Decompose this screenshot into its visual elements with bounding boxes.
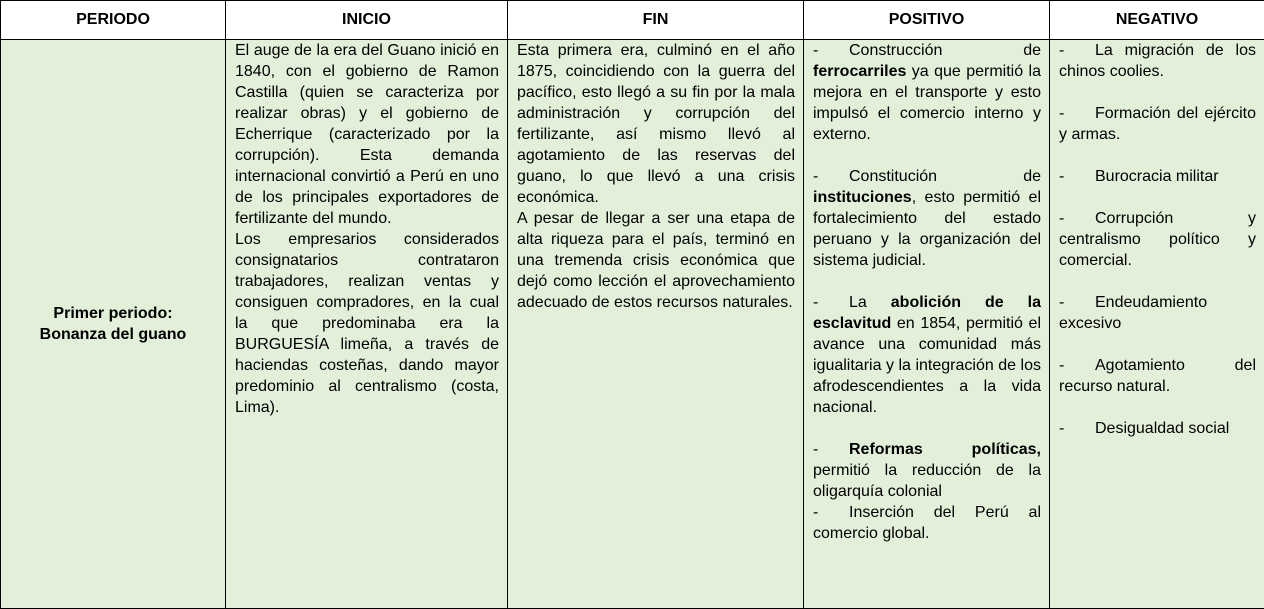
inicio-paragraph-2: Los empresarios considerados consignatarios contrataron trabajadores, realizan ventas y consiguen compradores, en la cual la que predominaba era la BURGUESÍA limeña, a través de haciendas costeñas, dando mayor predominio al centralismo (costa, Lima). [235, 229, 499, 418]
fin-cell [508, 40, 804, 609]
bullet-dash: - [813, 166, 849, 187]
positivo-item: - Reformas políticas, permitió la reducción de la oligarquía colonial [813, 439, 1041, 502]
positivo-cell [804, 40, 1050, 609]
header-positivo: POSITIVO [804, 1, 1050, 40]
bullet-dash: - [1059, 418, 1095, 439]
header-inicio: INICIO [226, 1, 508, 40]
negativo-cell [1050, 40, 1264, 609]
bullet-dash: - [813, 439, 849, 460]
periodo-line-2: Bonanza del guano [1, 324, 225, 345]
header-periodo: PERIODO [1, 1, 226, 40]
inicio-paragraph-1: El auge de la era del Guano inició en 1840, con el gobierno de Ramon Castilla (quien se caracteriza por realizar obras) y el gobierno de Echerrique (caracterizado por la corrupción). Esta demanda internacional convirtió a Perú en uno de los principales exportadores de fertilizante del mundo. [235, 40, 499, 229]
bullet-dash: - [1059, 166, 1095, 187]
bullet-dash: - [813, 502, 849, 523]
negativo-item: - Endeudamiento excesivo [1059, 292, 1256, 334]
bullet-dash: - [1059, 40, 1095, 61]
bullet-dash: - [813, 40, 849, 61]
periodo-cell [1, 40, 226, 609]
negativo-item: - La migración de los chinos coolies. [1059, 40, 1256, 82]
header-negativo: NEGATIVO [1050, 1, 1264, 40]
positivo-item: - La abolición de la esclavitud en 1854, permitió el avance una comunidad más igualitaria y la integración de los afrodescendientes a la vida nacional. [813, 292, 1041, 418]
positivo-item: - Construcción de ferrocarriles ya que permitió la mejora en el transporte y esto impulsó el comercio interno y externo. [813, 40, 1041, 145]
header-row [1, 1, 1264, 40]
negativo-item: - Formación del ejército y armas. [1059, 103, 1256, 145]
bullet-dash: - [1059, 208, 1095, 229]
fin-paragraph-1: Esta primera era, culminó en el año 1875, coincidiendo con la guerra del pacífico, esto llegó a su fin por la mala administración y corrupción del fertilizante, así mismo llevó al agotamiento de las reservas del guano, lo que llevó a una crisis económica. [517, 40, 795, 208]
negativo-item: - Corrupción y centralismo político y comercial. [1059, 208, 1256, 271]
negativo-item: - Desigualdad social [1059, 418, 1256, 439]
inicio-cell [226, 40, 508, 609]
table-row [1, 40, 1264, 609]
positivo-item: - Inserción del Perú al comercio global. [813, 502, 1041, 544]
periodo-line-1: Primer periodo: [1, 303, 225, 324]
bullet-dash: - [813, 292, 849, 313]
header-fin: FIN [508, 1, 804, 40]
bullet-dash: - [1059, 292, 1095, 313]
negativo-item: - Agotamiento del recurso natural. [1059, 355, 1256, 397]
fin-paragraph-2: A pesar de llegar a ser una etapa de alta riqueza para el país, terminó en una tremenda crisis económica que dejó como lección el aprovechamiento adecuado de estos recursos naturales. [517, 208, 795, 313]
negativo-item: - Burocracia militar [1059, 166, 1256, 187]
bullet-dash: - [1059, 355, 1095, 376]
positivo-item: - Constitución de instituciones, esto permitió el fortalecimiento del estado peruano y la organización del sistema judicial. [813, 166, 1041, 271]
bullet-dash: - [1059, 103, 1095, 124]
